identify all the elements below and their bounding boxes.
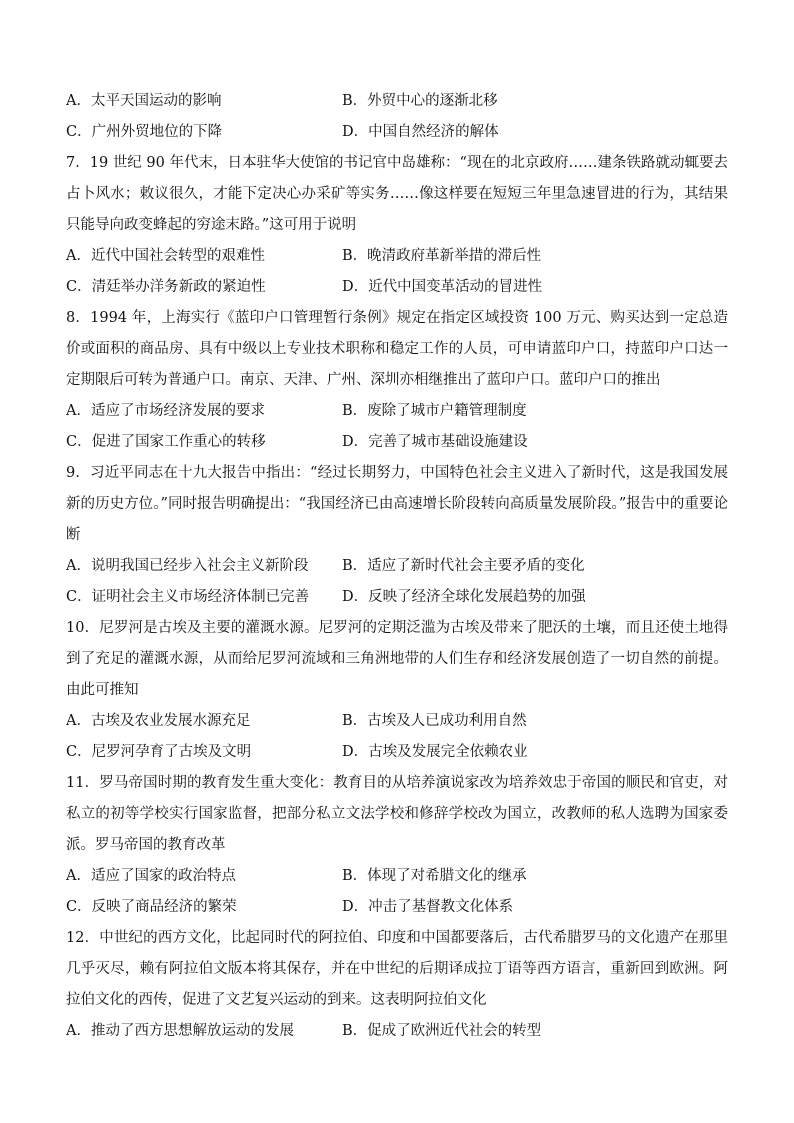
q10-option-d: D．古埃及发展完全依赖农业: [342, 744, 528, 760]
q7-option-b: B．晚清政府革新举措的滞后性: [342, 248, 542, 264]
q9-options-row-2: [66, 582, 728, 613]
q11-option-d: D．冲击了基督教文化体系: [342, 899, 514, 915]
q10-option-c: C．尼罗河孕育了古埃及文明: [66, 744, 252, 760]
q8-options-row-2: [66, 427, 728, 458]
q6-options-row-2: [66, 117, 728, 148]
q6-options-row-1: [66, 86, 728, 117]
q6-option-a: A．太平天国运动的影响: [66, 93, 222, 109]
q11-options-row-1: [66, 861, 728, 892]
q11-option-b: B．体现了对希腊文化的继承: [342, 868, 527, 884]
q7-options-row-2: [66, 272, 728, 303]
q7-option-c: C．清廷举办洋务新政的紧迫性: [66, 279, 266, 295]
q12-options-row-1: [66, 1016, 728, 1047]
q10-options-row-1: [66, 706, 728, 737]
q7-options-row-1: [66, 241, 728, 272]
q8-option-a: A．适应了市场经济发展的要求: [66, 403, 265, 419]
q9-stem: 9．习近平同志在十九大报告中指出：“经过长期努力，中国特色社会主义进入了新时代，这是我国发展新的历史方位。”同时报告明确提出：“我国经济已由高速增长阶段转向高质量发展阶段。”报告中的重要论断: [66, 465, 728, 543]
q11-stem: 11．罗马帝国时期的教育发生重大变化：教育目的从培养演说家改为培养效忠于帝国的顺民和官吏，对私立的初等学校实行国家监督，把部分私立文法学校和修辞学校改为国立，改教师的私人选聘为国家委派。罗马帝国的教育改革: [66, 775, 728, 853]
q8-option-c: C．促进了国家工作重心的转移: [66, 434, 266, 450]
q11-option-a: A．适应了国家的政治特点: [66, 868, 236, 884]
q9-option-c: C．证明社会主义市场经济体制已完善: [66, 589, 310, 605]
q7-stem: 7．19 世纪 90 年代末，日本驻华大使馆的书记官中岛雄称：“现在的北京政府……建条铁路就动辄要去占卜风水；敕议很久，才能下定决心办采矿等实务……像这样要在短短三年里急速冒进的行为，其结果只能导向政变蜂起的穷途末路。”这可用于说明: [66, 155, 728, 233]
q6-option-c: C．广州外贸地位的下降: [66, 124, 223, 140]
q10-option-b: B．古埃及人已成功利用自然: [342, 713, 527, 729]
q6-option-b: B．外贸中心的逐渐北移: [342, 93, 498, 109]
q8-option-d: D．完善了城市基础设施建设: [342, 434, 528, 450]
q12-option-b: B．促成了欧洲近代社会的转型: [342, 1023, 542, 1039]
exam-page: [66, 86, 728, 1047]
q9-options-row-1: [66, 551, 728, 582]
q9-option-d: D．反映了经济全球化发展趋势的加强: [342, 589, 586, 605]
q8-option-b: B．废除了城市户籍管理制度: [342, 403, 527, 419]
q6-option-d: D．中国自然经济的解体: [342, 124, 499, 140]
q12-stem: 12．中世纪的西方文化，比起同时代的阿拉伯、印度和中国都要落后，古代希腊罗马的文化遗产在那里几乎灭尽，赖有阿拉伯文版本将其保存，并在中世纪的后期译成拉丁语等西方语言，重新回到欧洲。阿拉伯文化的西传，促进了文艺复兴运动的到来。这表明阿拉伯文化: [66, 930, 728, 1008]
q11-option-c: C．反映了商品经济的繁荣: [66, 899, 237, 915]
q11-options-row-2: [66, 892, 728, 923]
q8-options-row-1: [66, 396, 728, 427]
q10-stem: 10．尼罗河是古埃及主要的灌溉水源。尼罗河的定期泛滥为古埃及带来了肥沃的土壤，而且还使土地得到了充足的灌溉水源，从而给尼罗河流域和三角洲地带的人们生存和经济发展创造了一切自然的前提。由此可推知: [66, 620, 728, 698]
q7-option-a: A．近代中国社会转型的艰难性: [66, 248, 265, 264]
q8-stem: 8．1994 年，上海实行《蓝印户口管理暂行条例》规定在指定区域投资 100 万元、购买达到一定总造价或面积的商品房、具有中级以上专业技术职称和稳定工作的人员，可申请蓝印户口，持蓝印户口达一定期限后可转为普通户口。南京、天津、广州、深圳亦相继推出了蓝印户口。蓝印户口的推出: [66, 310, 728, 388]
q7-option-d: D．近代中国变革活动的冒进性: [342, 279, 543, 295]
q9-option-b: B．适应了新时代社会主要矛盾的变化: [342, 558, 585, 574]
q9-option-a: A．说明我国已经步入社会主义新阶段: [66, 558, 309, 574]
q10-option-a: A．古埃及农业发展水源充足: [66, 713, 251, 729]
q10-options-row-2: [66, 737, 728, 768]
q12-option-a: A．推动了西方思想解放运动的发展: [66, 1023, 294, 1039]
